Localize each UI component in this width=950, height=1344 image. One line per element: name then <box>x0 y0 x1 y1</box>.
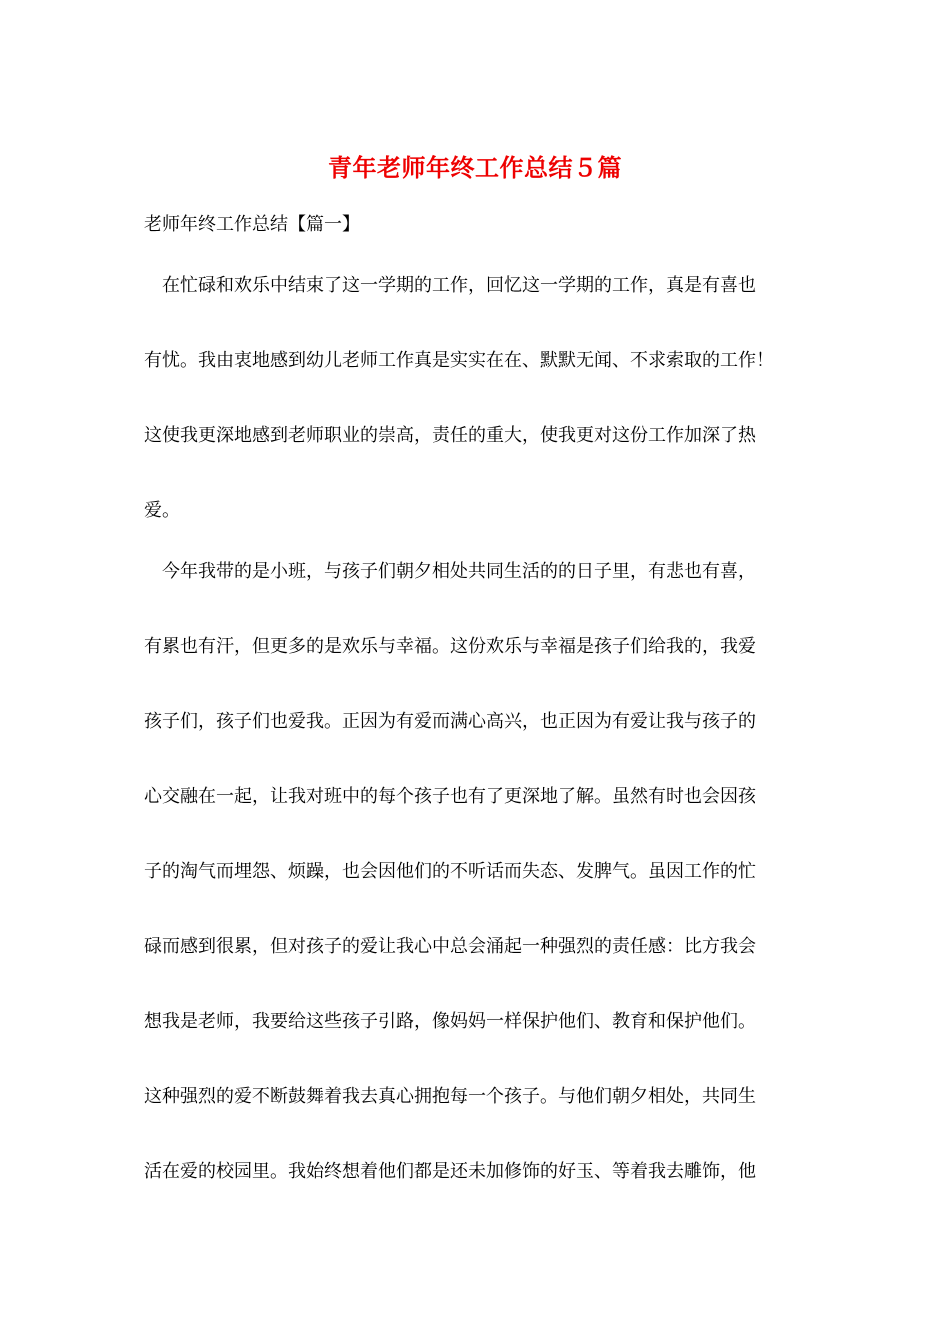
section-heading: 老师年终工作总结【篇一】 <box>144 214 360 235</box>
paragraph-line: 孩子们，孩子们也爱我。正因为有爱而满心高兴，也正因为有爱让我与孩子的 <box>144 711 756 732</box>
paragraph-line: 想我是老师，我要给这些孩子引路，像妈妈一样保护他们、教育和保护他们。 <box>144 1011 756 1032</box>
paragraph-line: 有累也有汗，但更多的是欢乐与幸福。这份欢乐与幸福是孩子们给我的，我爱 <box>144 636 756 657</box>
paragraph-line: 这种强烈的爱不断鼓舞着我去真心拥抱每一个孩子。与他们朝夕相处，共同生 <box>144 1086 756 1107</box>
paragraph-line: 子的淘气而埋怨、烦躁，也会因他们的不听话而失态、发脾气。虽因工作的忙 <box>144 861 756 882</box>
paragraph-line: 有忧。我由衷地感到幼儿老师工作真是实实在在、默默无闻、不求索取的工作！ <box>144 350 774 371</box>
paragraph-line: 心交融在一起，让我对班中的每个孩子也有了更深地了解。虽然有时也会因孩 <box>144 786 756 807</box>
paragraph-line: 爱。 <box>144 500 180 521</box>
paragraph-line: 这使我更深地感到老师职业的崇高，责任的重大，使我更对这份工作加深了热 <box>144 425 756 446</box>
paragraph-line: 活在爱的校园里。我始终想着他们都是还未加修饰的好玉、等着我去雕饰，他 <box>144 1161 756 1182</box>
document-title: 青年老师年终工作总结５篇 <box>328 153 622 182</box>
paragraph-line: 碌而感到很累，但对孩子的爱让我心中总会涌起一种强烈的责任感：比方我会 <box>144 936 756 957</box>
paragraph-line: 在忙碌和欢乐中结束了这一学期的工作，回忆这一学期的工作，真是有喜也 <box>162 275 756 296</box>
paragraph-line: 今年我带的是小班，与孩子们朝夕相处共同生活的的日子里，有悲也有喜， <box>162 561 756 582</box>
